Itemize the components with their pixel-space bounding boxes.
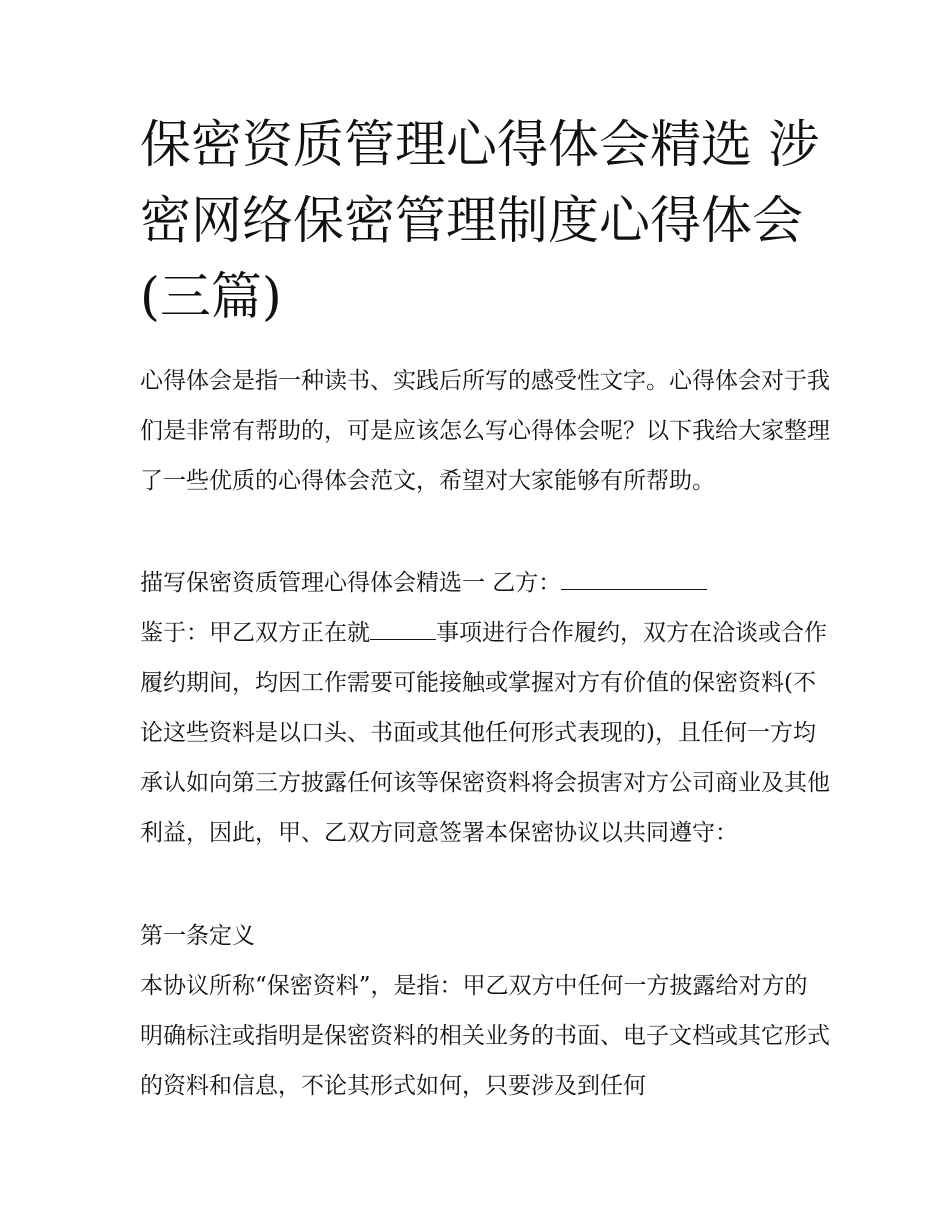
article1-body: 本协议所称“保密资料”，是指：甲乙双方中任何一方披露给对方的明确标注或指明是保密资料的相关业务的书面、电子文档或其它形式的资料和信息，不论其形式如何，只要涉及到任何 <box>140 973 830 1099</box>
intro-paragraph: 心得体会是指一种读书、实践后所写的感受性文字。心得体会对于我们是非常有帮助的，可是应该怎么写心得体会呢？以下我给大家整理了一些优质的心得体会范文，希望对大家能够有所帮助。 <box>140 368 830 494</box>
whereas-paragraph <box>140 608 830 858</box>
document-title: 保密资质管理心得体会精选 涉密网络保密管理制度心得体会(三篇) <box>140 116 820 327</box>
section1-heading <box>140 558 830 608</box>
party-b-blank <box>561 565 707 590</box>
matter-blank <box>370 615 436 640</box>
section1-heading-text: 描写保密资质管理心得体会精选一 乙方： <box>140 570 562 596</box>
whereas-rest-text: 事项进行合作履约，双方在洽谈或合作履约期间，均因工作需要可能接触或掌握对方有价值的保密资料(不论这些资料是以口头、书面或其他任何形式表现的)，且任何一方均承认如向第三方披露任何该等保密资料将会损害对方公司商业及其他利益，因此，甲、乙双方同意签署本保密协议以共同遵守： <box>140 620 830 846</box>
article1-heading: 第一条定义 <box>140 923 255 949</box>
whereas-start-text: 鉴于：甲乙双方正在就 <box>140 620 370 646</box>
